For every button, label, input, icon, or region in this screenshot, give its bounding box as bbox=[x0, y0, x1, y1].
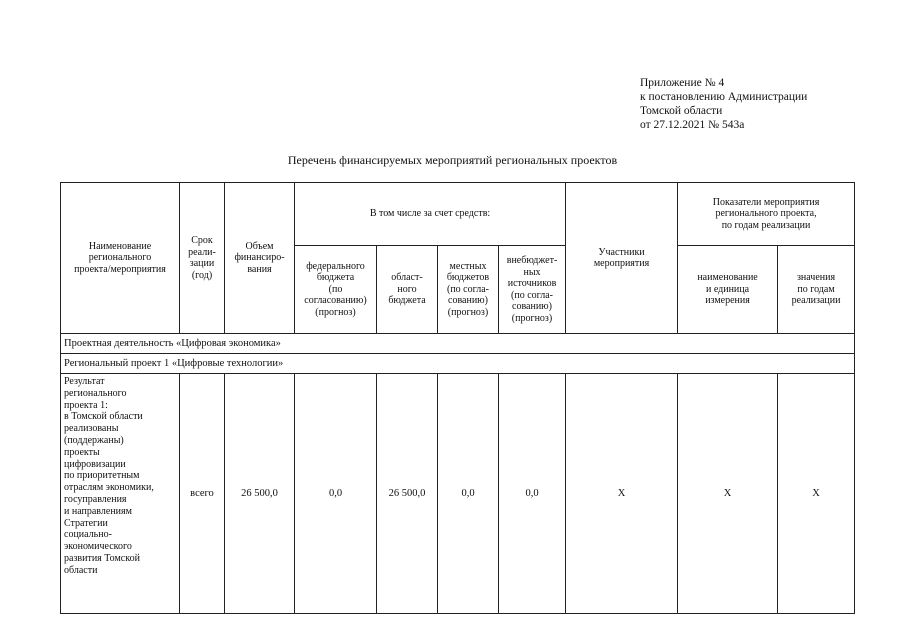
header-extra: внебюджет- ных источников (по согла- сованию) (прогноз) bbox=[499, 246, 566, 334]
row-extra: 0,0 bbox=[499, 374, 566, 614]
appendix-line: к постановлению Администрации bbox=[640, 91, 808, 103]
document-title: Перечень финансируемых мероприятий региональных проектов bbox=[287, 153, 618, 167]
header-federal: федерального бюджета (по согласованию) (прогноз) bbox=[295, 246, 377, 334]
row-name-cell: Результат регионального проекта 1: в Томской области реализованы (поддержаны) проекты цифровизации по приоритетным отраслям экономики, госуправления и направлениям Стратегии социально- экономического развития Томской области bbox=[61, 374, 180, 614]
header-indicators: Показатели мероприятия регионального проекта, по годам реализации bbox=[678, 183, 855, 246]
row-regional: 26 500,0 bbox=[377, 374, 438, 614]
row-federal: 0,0 bbox=[295, 374, 377, 614]
section-project-activity: Проектная деятельность «Цифровая экономика» bbox=[61, 334, 855, 354]
header-indicator-values: значения по годам реализации bbox=[778, 246, 855, 334]
header-term: Срок реали- зации (год) bbox=[180, 183, 225, 334]
header-name: Наименование регионального проекта/мероприятия bbox=[61, 183, 180, 334]
header-indicator-name: наименование и единица измерения bbox=[678, 246, 778, 334]
appendix-line: Приложение № 4 bbox=[640, 77, 725, 89]
header-row-1 bbox=[61, 183, 855, 246]
row-local: 0,0 bbox=[438, 374, 499, 614]
row-volume: 26 500,0 bbox=[225, 374, 295, 614]
header-participants: Участники мероприятия bbox=[566, 183, 678, 334]
table-row bbox=[61, 374, 855, 614]
appendix-line: от 27.12.2021 № 543а bbox=[640, 119, 745, 131]
row-indicator-values: X bbox=[778, 374, 855, 614]
financing-table bbox=[60, 182, 855, 614]
appendix-block bbox=[640, 76, 807, 132]
row-indicator-name: X bbox=[678, 374, 778, 614]
header-volume: Объем финансиро- вания bbox=[225, 183, 295, 334]
row-participants: X bbox=[566, 374, 678, 614]
section-row bbox=[61, 354, 855, 374]
section-row bbox=[61, 334, 855, 354]
appendix-line: Томской области bbox=[640, 105, 723, 117]
header-regional: област- ного бюджета bbox=[377, 246, 438, 334]
header-including: В том числе за счет средств: bbox=[295, 183, 566, 246]
row-term: всего bbox=[180, 374, 225, 614]
section-regional-project: Региональный проект 1 «Цифровые технологии» bbox=[61, 354, 855, 374]
header-local: местных бюджетов (по согла- сованию) (прогноз) bbox=[438, 246, 499, 334]
